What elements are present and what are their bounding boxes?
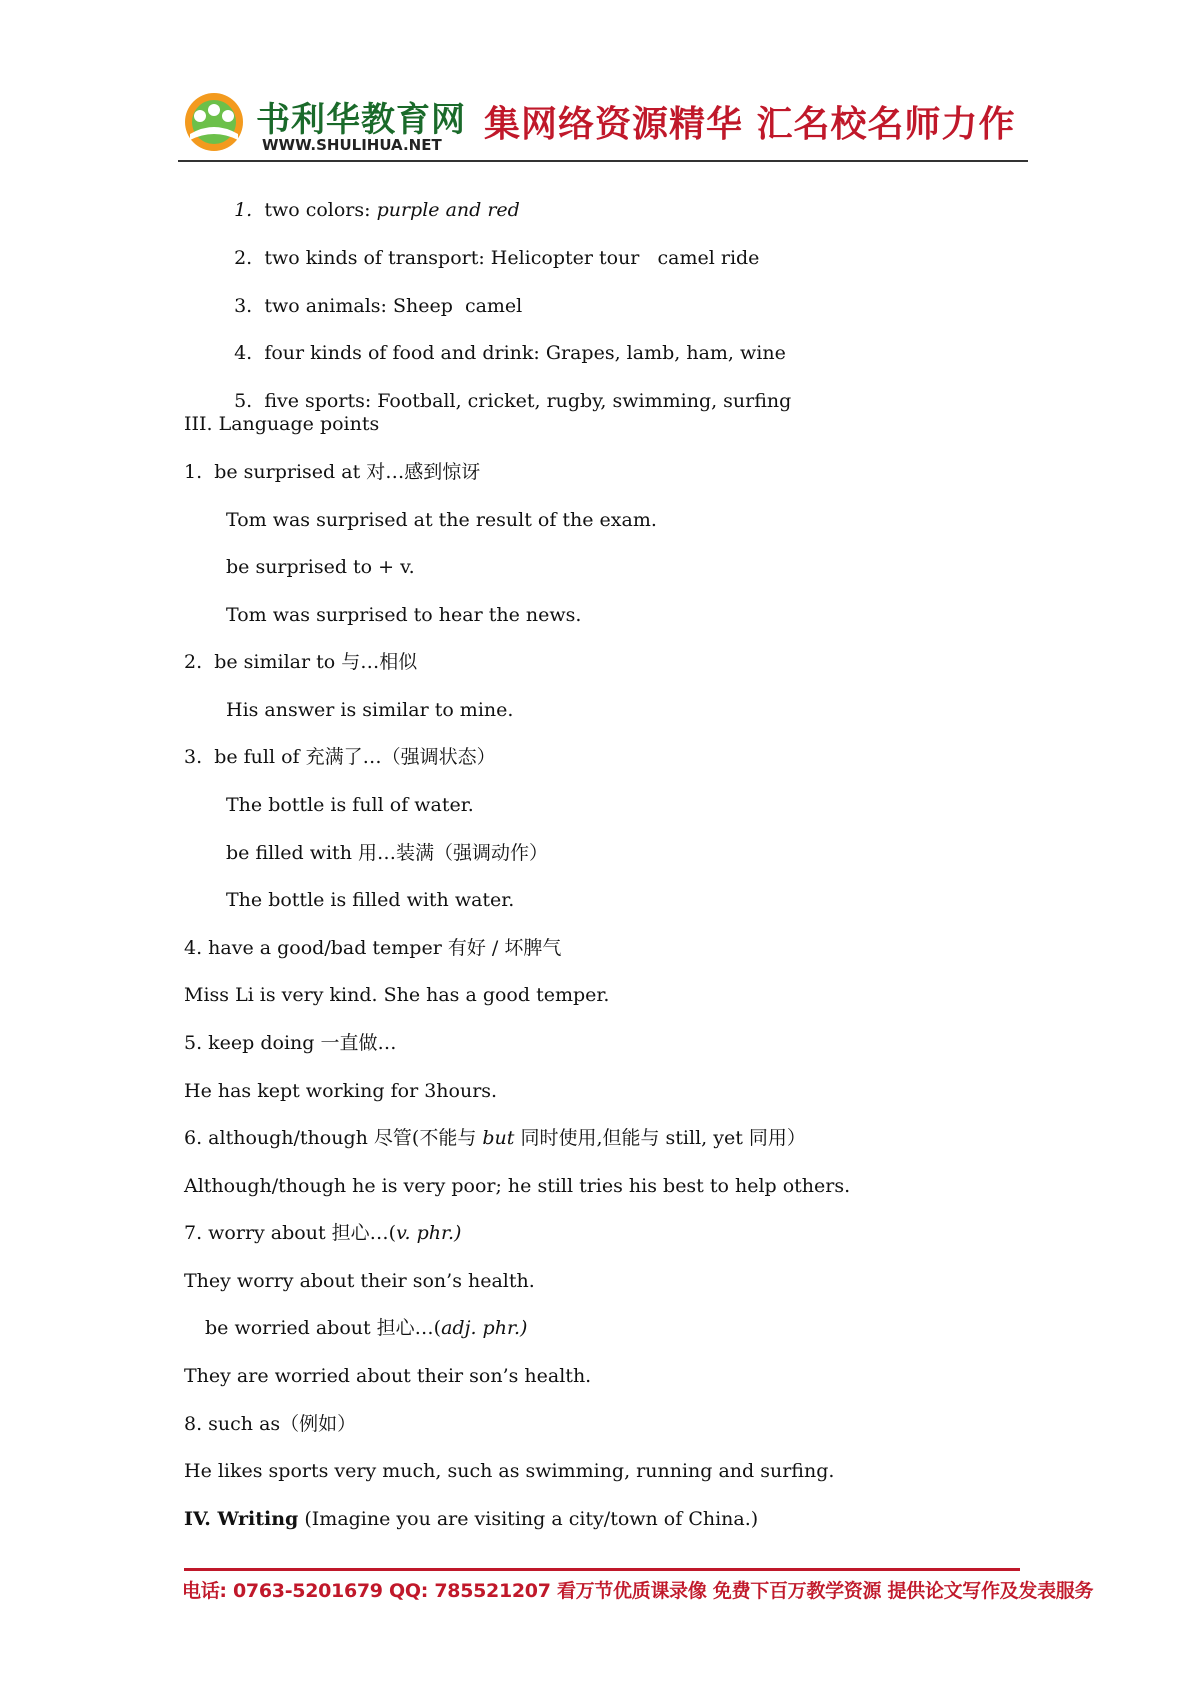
example-sentence: He has kept working for 3hours. bbox=[184, 1080, 498, 1102]
language-point: 4. have a good/bad temper 有好 / 坏脾气 bbox=[184, 937, 562, 959]
example-sentence: His answer is similar to mine. bbox=[226, 699, 514, 721]
list-number: 2. bbox=[234, 247, 253, 269]
example-sentence: Tom was surprised to hear the news. bbox=[226, 604, 582, 626]
list-answer: purple and red bbox=[376, 199, 520, 221]
writing-section bbox=[184, 1507, 758, 1531]
example-sentence: Tom was surprised at the result of the exam. bbox=[226, 509, 657, 531]
list-item bbox=[222, 317, 786, 365]
section-heading: IV. Writing bbox=[184, 1508, 299, 1530]
language-point: 8. such as（例如） bbox=[184, 1413, 357, 1435]
list-item bbox=[222, 270, 522, 318]
language-point: be surprised to + v. bbox=[226, 556, 415, 578]
header-slogan: 集网络资源精华 汇名校名师力作 bbox=[484, 104, 1016, 145]
list-label: two kinds of transport: Helicopter tour camel ride bbox=[264, 247, 760, 269]
list-label: two colors: bbox=[264, 199, 377, 221]
language-point bbox=[184, 1126, 806, 1150]
list-label: two animals: Sheep camel bbox=[264, 295, 523, 317]
brand-name: 书利华教育网 bbox=[256, 100, 466, 140]
list-number: 4. bbox=[234, 342, 253, 364]
writing-note: (Imagine you are visiting a city/town of China.) bbox=[298, 1508, 759, 1530]
language-point: 5. keep doing 一直做… bbox=[184, 1032, 397, 1054]
list-item bbox=[222, 365, 791, 413]
site-header bbox=[178, 84, 1028, 162]
footer-contact: 电话: 0763-5201679 QQ: 785521207 看万节优质课录像 免费下百万教学资源 提供论文写作及发表服务 bbox=[182, 1580, 1094, 1602]
example-sentence: They are worried about their son’s health. bbox=[184, 1365, 592, 1387]
point-text: be worried about 担心…( bbox=[205, 1317, 442, 1339]
point-italic: adj. phr.) bbox=[441, 1317, 528, 1339]
language-point: 1. be surprised at 对…感到惊讶 bbox=[184, 461, 481, 483]
list-label: four kinds of food and drink: Grapes, lamb, ham, wine bbox=[264, 342, 786, 364]
language-point: 3. be full of 充满了…（强调状态） bbox=[184, 746, 496, 768]
example-sentence: They worry about their son’s health. bbox=[184, 1270, 535, 1292]
language-point bbox=[205, 1316, 527, 1340]
list-number: 3. bbox=[234, 295, 253, 317]
language-point: 2. be similar to 与…相似 bbox=[184, 651, 418, 673]
example-sentence: Although/though he is very poor; he still tries his best to help others. bbox=[184, 1175, 851, 1197]
point-italic: but bbox=[482, 1127, 515, 1149]
point-italic: v. phr.) bbox=[396, 1222, 462, 1244]
list-label: five sports: Football, cricket, rugby, swimming, surfing bbox=[264, 390, 792, 412]
language-point bbox=[184, 1221, 461, 1245]
list-item bbox=[222, 222, 759, 270]
list-number: 1. bbox=[234, 199, 253, 221]
list-item bbox=[222, 174, 520, 222]
section-heading: III. Language points bbox=[184, 413, 380, 435]
language-point: be filled with 用…装满（强调动作） bbox=[226, 842, 548, 864]
shulihua-logo-icon bbox=[178, 90, 250, 152]
point-text: 同时使用,但能与 still, yet 同用） bbox=[514, 1127, 806, 1149]
example-sentence: He likes sports very much, such as swimming, running and surfing. bbox=[184, 1460, 835, 1482]
example-sentence: Miss Li is very kind. She has a good temper. bbox=[184, 984, 610, 1006]
example-sentence: The bottle is full of water. bbox=[226, 794, 474, 816]
point-text: 7. worry about 担心…( bbox=[184, 1222, 397, 1244]
footer-divider bbox=[184, 1568, 1020, 1571]
brand-url: WWW.SHULIHUA.NET bbox=[262, 136, 442, 154]
point-text: 6. although/though 尽管(不能与 bbox=[184, 1127, 483, 1149]
header-divider bbox=[178, 160, 1028, 162]
example-sentence: The bottle is filled with water. bbox=[226, 889, 515, 911]
list-number: 5. bbox=[234, 390, 253, 412]
